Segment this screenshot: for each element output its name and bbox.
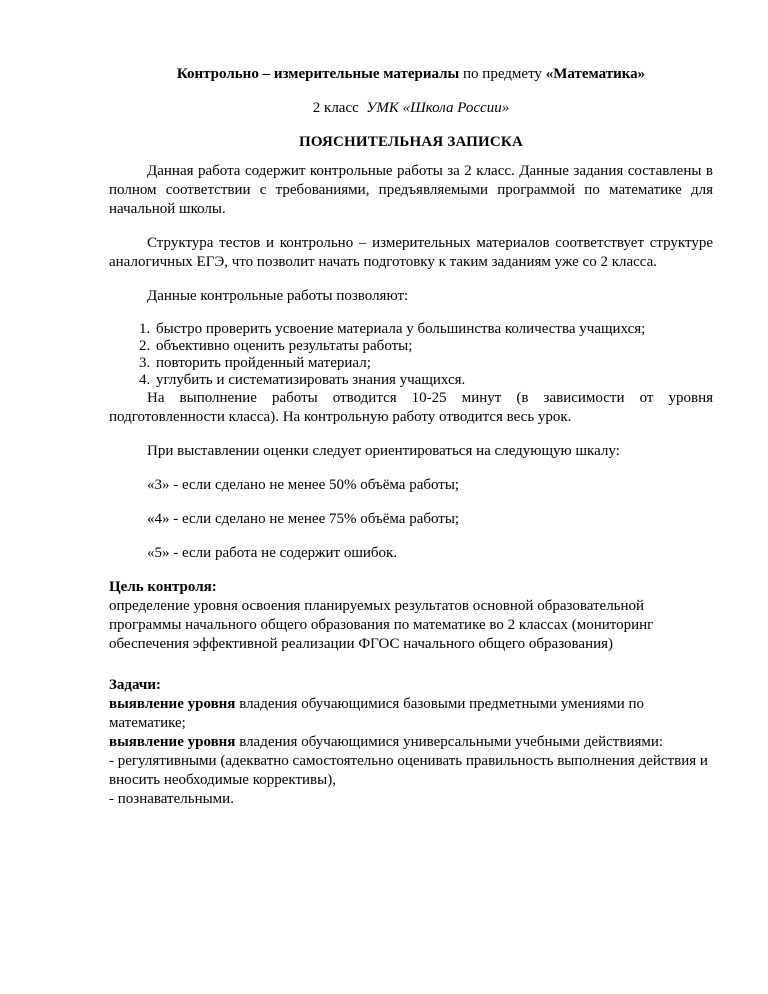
grading-scale	[109, 476, 713, 563]
grade-label: 2 класс	[312, 100, 359, 116]
task-item: - познавательными.	[109, 791, 234, 807]
purpose-paragraph: Данные контрольные работы позволяют:	[147, 288, 409, 304]
scale-item: «4» - если сделано не менее 75% объёма работы;	[147, 511, 460, 527]
list-item: 1. быстро проверить усвоение материала у большинства количества учащихся;	[154, 321, 713, 338]
task-text: владения обучающимися универсальными учебными действиями:	[235, 734, 664, 750]
title-subject: «Математика»	[545, 66, 646, 82]
umk-label: УМК «Школа России»	[366, 100, 510, 116]
document-title	[109, 66, 713, 83]
section-heading: ПОЯСНИТЕЛЬНАЯ ЗАПИСКА	[298, 134, 524, 150]
document-subtitle	[109, 100, 713, 117]
list-item: 4. углубить и систематизировать знания учащихся.	[154, 372, 713, 389]
list-item: 3. повторить пройденный материал;	[154, 355, 713, 372]
title-plain-part: по предмету	[459, 66, 546, 82]
task-text: владения обучающимися базовыми предметными умениями по математике;	[109, 696, 645, 731]
task-item	[109, 733, 713, 752]
intro-paragraph: Данная работа содержит контрольные работы за 2 класс. Данные задания составлены в полном соответствии с требованиями, предъявляемыми программой по математике для начальной школы.	[109, 163, 713, 217]
goal-section	[109, 578, 713, 654]
task-bold: выявление уровня	[109, 696, 236, 712]
tasks-section	[109, 676, 713, 809]
scale-item: «3» - если сделано не менее 50% объёма работы;	[147, 477, 460, 493]
task-item	[109, 695, 713, 733]
task-bold: выявление уровня	[109, 734, 236, 750]
grading-intro: При выставлении оценки следует ориентироваться на следующую шкалу:	[147, 443, 620, 459]
title-bold-part: Контрольно – измерительные материалы	[176, 66, 460, 82]
purpose-list	[109, 321, 713, 389]
structure-paragraph: Структура тестов и контрольно – измерительных материалов соответствует структуре аналогичных ЕГЭ, что позволит начать подготовку к таким заданиям уже со 2 класса.	[109, 235, 713, 270]
task-item: - регулятивными (адекватно самостоятельно оценивать правильность выполнения действия и вносить необходимые коррективы),	[109, 753, 708, 788]
time-paragraph: На выполнение работы отводится 10-25 минут (в зависимости от уровня подготовленности класса). На контрольную работу отводится весь урок.	[109, 390, 713, 425]
goal-text: определение уровня освоения планируемых результатов основной образовательной программы начального общего образования по математике во 2 классах (мониторинг обеспечения эффективной реализации ФГОС начального общего образования)	[109, 598, 654, 652]
list-item: 2. объективно оценить результаты работы;	[154, 338, 713, 355]
goal-heading: Цель контроля:	[109, 579, 217, 595]
tasks-heading: Задачи:	[109, 677, 162, 693]
scale-item: «5» - если работа не содержит ошибок.	[147, 545, 398, 561]
